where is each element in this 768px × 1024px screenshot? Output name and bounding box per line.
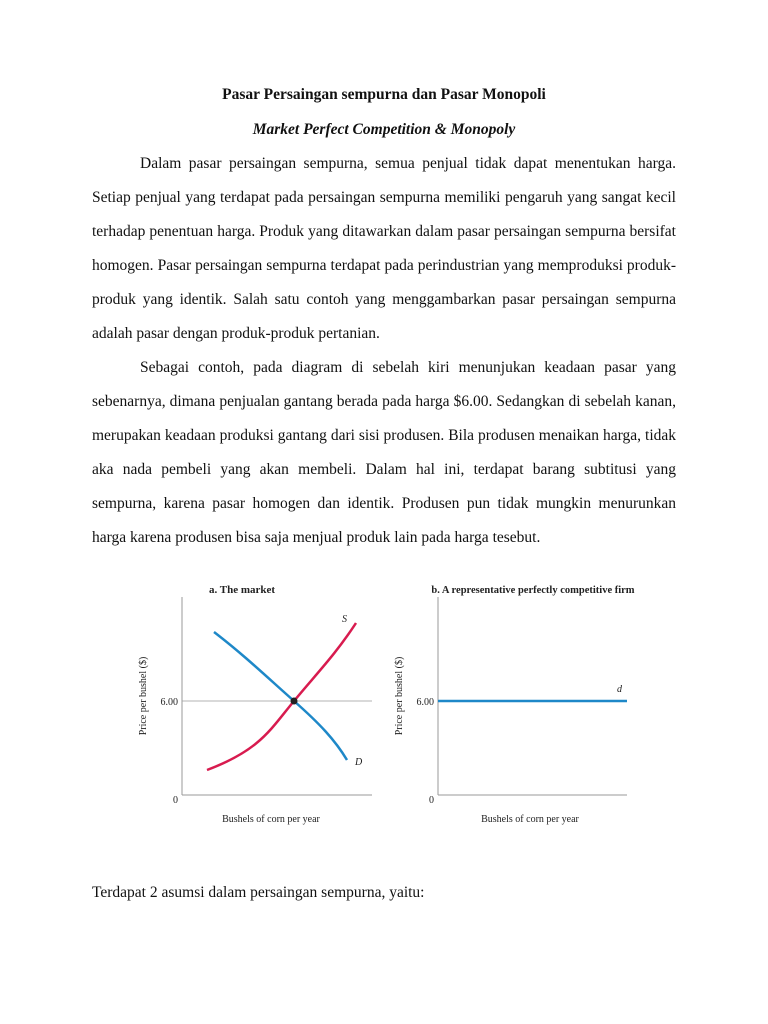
chart-market-xlabel: Bushels of corn per year xyxy=(222,814,320,825)
paragraph-example: Sebagai contoh, pada diagram di sebelah kiri menunjukan keadaan pasar yang sebenarnya, dimana penjualan gantang berada pada harga $6.00. Sedangkan di sebelah kanan, merupakan keadaan produksi gantang dari sisi produsen. Bila produsen menaikan harga, tidak aka nada pembeli yang akan membeli. Dalam hal ini, terdapat barang subtitusi yang sempurna, karena pasar homogen dan identik. Produsen pun tidak mungkin menurunkan harga karena produsen bisa saja menjual produk lain pada harga tesebut. xyxy=(92,359,676,546)
chart-firm-xlabel: Bushels of corn per year xyxy=(481,814,579,825)
chart-firm-origin: 0 xyxy=(429,795,434,806)
supply-label: S xyxy=(342,614,347,625)
chart-market xyxy=(138,584,372,825)
chart-market-origin: 0 xyxy=(173,795,178,806)
market-figure xyxy=(130,575,650,835)
chart-firm-y-tick: 6.00 xyxy=(416,697,434,708)
equilibrium-point xyxy=(291,698,298,705)
chart-firm xyxy=(394,585,635,825)
chart-firm-title: b. A representative perfectly competitive firm xyxy=(431,585,635,596)
firm-demand-label: d xyxy=(617,684,622,695)
document-subtitle: Market Perfect Competition & Monopoly xyxy=(252,121,516,138)
market-figure-svg xyxy=(130,575,650,835)
demand-label: D xyxy=(355,757,363,768)
paragraph-intro: Dalam pasar persaingan sempurna, semua penjual tidak dapat menentukan harga. Setiap penjual yang terdapat pada persaingan sempurna memiliki pengaruh yang sangat kecil terhadap penentuan harga. Produk yang ditawarkan dalam pasar persaingan sempurna bersifat homogen. Pasar persaingan sempurna terdapat pada perindustrian yang memproduksi produk-produk yang identik. Salah satu contoh yang menggambarkan pasar persaingan sempurna adalah pasar dengan produk-produk pertanian. xyxy=(92,155,676,342)
chart-market-y-tick: 6.00 xyxy=(160,697,178,708)
chart-market-ylabel: Price per bushel ($) xyxy=(138,656,149,736)
demand-curve xyxy=(214,632,347,760)
chart-firm-ylabel: Price per bushel ($) xyxy=(394,656,405,736)
chart-market-title: a. The market xyxy=(208,584,276,596)
document-title: Pasar Persaingan sempurna dan Pasar Monopoli xyxy=(222,86,546,103)
closing-sentence: Terdapat 2 asumsi dalam persaingan sempurna, yaitu: xyxy=(92,884,425,901)
